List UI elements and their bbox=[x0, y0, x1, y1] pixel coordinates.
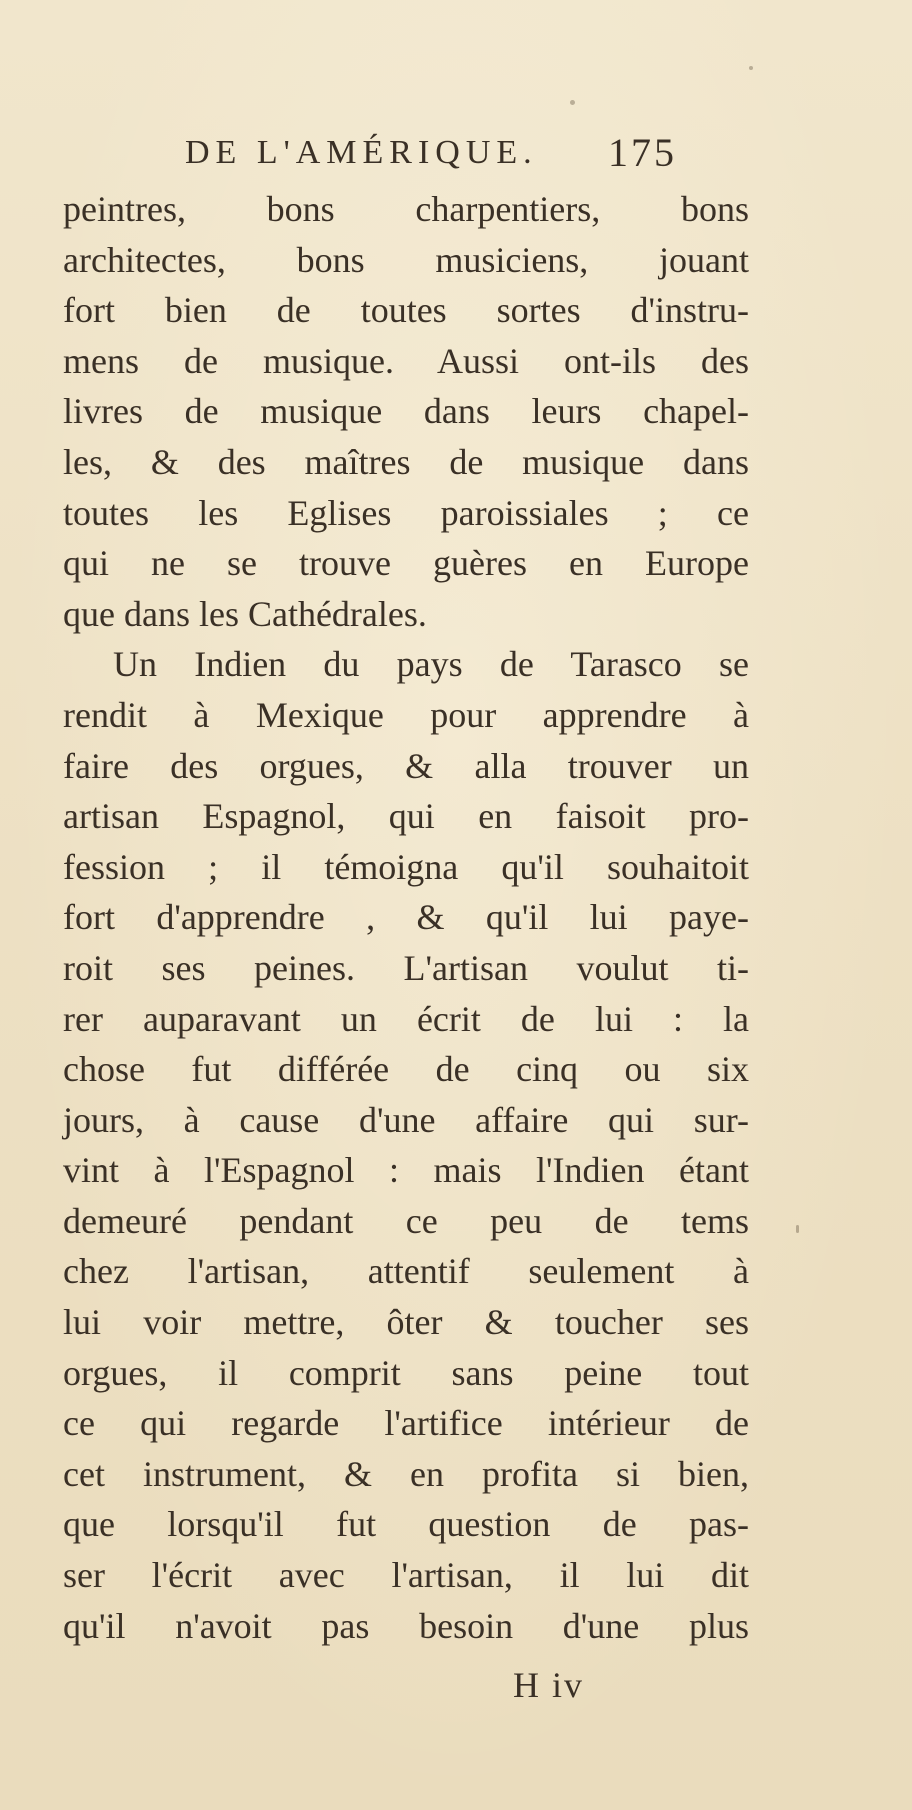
text-line: rendit à Mexique pour apprendre à bbox=[63, 694, 749, 735]
text-line: fort bien de toutes sortes d'instru- bbox=[63, 290, 749, 331]
text-line: fort d'apprendre , & qu'il lui paye- bbox=[63, 897, 749, 938]
text-line: chose fut différée de cinq ou six bbox=[63, 1049, 749, 1090]
page-number: 175 bbox=[608, 130, 677, 175]
text-line: architectes, bons musiciens, jouant bbox=[63, 239, 749, 280]
paragraph-start-line: Un Indien du pays de Tarasco se bbox=[113, 644, 749, 685]
paper-speck bbox=[570, 100, 575, 105]
text-line: que lorsqu'il fut question de pas- bbox=[63, 1504, 749, 1545]
text-line: toutes les Eglises paroissiales ; ce bbox=[63, 492, 749, 533]
running-head bbox=[0, 128, 912, 178]
text-line: les, & des maîtres de musique dans bbox=[63, 441, 749, 482]
text-line: qui ne se trouve guères en Europe bbox=[63, 543, 749, 584]
paper-speck bbox=[749, 66, 753, 70]
text-line: que dans les Cathédrales. bbox=[63, 593, 427, 634]
text-line: demeuré pendant ce peu de tems bbox=[63, 1200, 749, 1241]
text-line: artisan Espagnol, qui en faisoit pro- bbox=[63, 796, 749, 837]
text-line: cet instrument, & en profita si bien, bbox=[63, 1453, 749, 1494]
text-line: jours, à cause d'une affaire qui sur- bbox=[63, 1099, 749, 1140]
text-line: qu'il n'avoit pas besoin d'une plus bbox=[63, 1605, 749, 1646]
text-line: ser l'écrit avec l'artisan, il lui dit bbox=[63, 1555, 749, 1596]
text-line: vint à l'Espagnol : mais l'Indien étant bbox=[63, 1150, 749, 1191]
paper-speck bbox=[796, 1225, 799, 1233]
signature-mark: H iv bbox=[513, 1665, 584, 1705]
text-line: roit ses peines. L'artisan voulut ti- bbox=[63, 947, 749, 988]
text-line: faire des orgues, & alla trouver un bbox=[63, 745, 749, 786]
text-line: livres de musique dans leurs chapel- bbox=[63, 391, 749, 432]
text-line: fession ; il témoigna qu'il souhaitoit bbox=[63, 846, 749, 887]
text-line: rer auparavant un écrit de lui : la bbox=[63, 998, 749, 1039]
text-line: mens de musique. Aussi ont-ils des bbox=[63, 340, 749, 381]
text-line: orgues, il comprit sans peine tout bbox=[63, 1352, 749, 1393]
body-text bbox=[63, 184, 749, 1651]
running-title: DE L'AMÉRIQUE. bbox=[185, 134, 538, 171]
text-line: chez l'artisan, attentif seulement à bbox=[63, 1251, 749, 1292]
text-line: lui voir mettre, ôter & toucher ses bbox=[63, 1302, 749, 1343]
text-line: peintres, bons charpentiers, bons bbox=[63, 189, 749, 229]
text-line: ce qui regarde l'artifice intérieur de bbox=[63, 1403, 749, 1444]
